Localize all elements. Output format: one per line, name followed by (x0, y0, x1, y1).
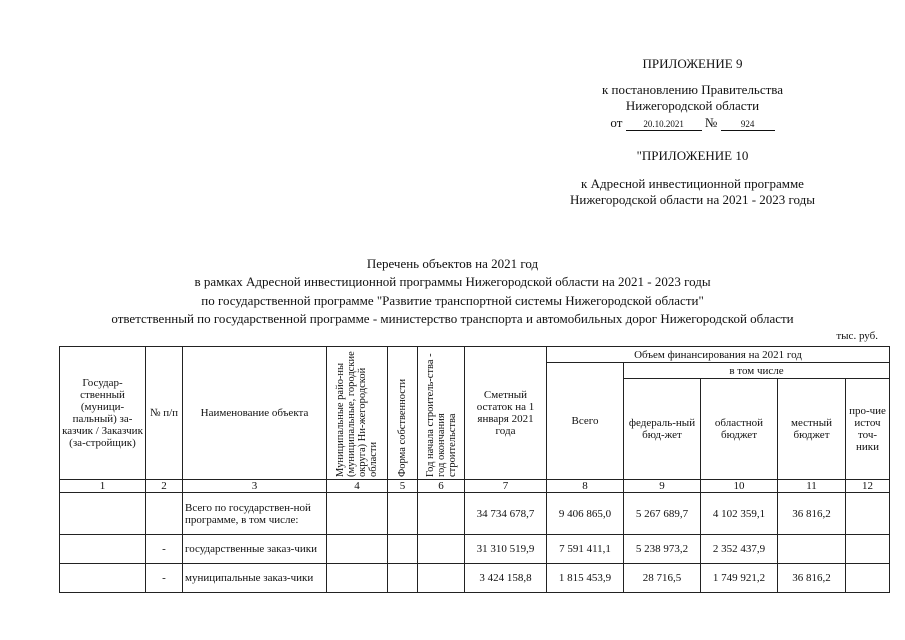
header-financing: Объем финансирования на 2021 год (547, 347, 890, 363)
cell-num: - (146, 564, 183, 593)
col-number: 2 (146, 480, 183, 493)
cell-customer (60, 564, 146, 593)
cell-districts (327, 493, 388, 535)
region-line: Нижегородской области (625, 98, 760, 113)
number-label: № (704, 115, 718, 130)
cell-total: 9 406 865,0 (547, 493, 624, 535)
cell-other (846, 564, 890, 593)
cell-local: 36 816,2 (778, 493, 846, 535)
program-line-1: к Адресной инвестиционной программе (581, 176, 804, 191)
cell-ownership (388, 564, 418, 593)
objects-table (59, 346, 890, 593)
header-federal: федераль-ный бюд-жет (624, 379, 701, 480)
unit-label: тыс. руб. (836, 330, 878, 342)
table-row (60, 493, 890, 535)
column-numbers-row (60, 480, 890, 493)
list-title-line-2: в рамках Адресной инвестиционной программы Нижегородской области на 2021 - 2023 годы (194, 274, 711, 289)
cell-years (418, 564, 465, 593)
cell-name: муниципальные заказ-чики (183, 564, 327, 593)
col-number: 7 (465, 480, 547, 493)
header-total: Всего (547, 363, 624, 480)
list-title-line-3: по государственной программе "Развитие транспортной системы Нижегородской области" (201, 293, 704, 308)
decree-number: 924 (721, 118, 775, 131)
cell-balance: 31 310 519,9 (465, 535, 547, 564)
header-including: в том числе (624, 363, 890, 379)
header-regional: областной бюджет (701, 379, 778, 480)
col-number: 8 (547, 480, 624, 493)
cell-districts (327, 564, 388, 593)
cell-federal: 5 238 973,2 (624, 535, 701, 564)
appendix-label: ПРИЛОЖЕНИЕ 9 (642, 56, 743, 71)
header-years: Год начала строитель-ства - год окончания строительства (418, 347, 465, 480)
header-num: № п/п (146, 347, 183, 480)
cell-federal: 5 267 689,7 (624, 493, 701, 535)
col-number: 6 (418, 480, 465, 493)
cell-districts (327, 535, 388, 564)
appendix10-label: "ПРИЛОЖЕНИЕ 10 (636, 148, 749, 163)
cell-balance: 34 734 678,7 (465, 493, 547, 535)
cell-regional: 4 102 359,1 (701, 493, 778, 535)
table-row (60, 535, 890, 564)
cell-customer (60, 493, 146, 535)
from-label: от (610, 115, 623, 130)
cell-other (846, 535, 890, 564)
cell-num: - (146, 535, 183, 564)
cell-name: государственные заказ-чики (183, 535, 327, 564)
table-row (60, 564, 890, 593)
col-number: 1 (60, 480, 146, 493)
decree-date: 20.10.2021 (626, 118, 702, 131)
header-name: Наименование объекта (183, 347, 327, 480)
header-balance: Сметный остаток на 1 января 2021 года (465, 347, 547, 480)
cell-total: 1 815 453,9 (547, 564, 624, 593)
cell-regional: 1 749 921,2 (701, 564, 778, 593)
header-ownership: Форма собственности (388, 347, 418, 480)
program-line-2: Нижегородской области на 2021 - 2023 годы (569, 192, 816, 207)
col-number: 11 (778, 480, 846, 493)
col-number: 9 (624, 480, 701, 493)
cell-regional: 2 352 437,9 (701, 535, 778, 564)
col-number: 4 (327, 480, 388, 493)
col-number: 3 (183, 480, 327, 493)
cell-other (846, 493, 890, 535)
cell-years (418, 493, 465, 535)
decree-line: к постановлению Правительства (601, 82, 784, 97)
col-number: 10 (701, 480, 778, 493)
col-number: 12 (846, 480, 890, 493)
list-title-line-4: ответственный по государственной программе - министерство транспорта и автомобильных дорог Нижегородской области (111, 311, 794, 326)
list-title-line-1: Перечень объектов на 2021 год (366, 256, 539, 271)
cell-federal: 28 716,5 (624, 564, 701, 593)
cell-name: Всего по государствен-ной программе, в том числе: (183, 493, 327, 535)
cell-local: 36 816,2 (778, 564, 846, 593)
cell-total: 7 591 411,1 (547, 535, 624, 564)
cell-ownership (388, 493, 418, 535)
header-districts: Муниципальные райо-ны (муниципальные, городские округа) Ни-жегородской области (327, 347, 388, 480)
header-customer: Государ-ственный (муници-пальный) за-казчик / Заказчик (за-стройщик) (60, 347, 146, 480)
cell-years (418, 535, 465, 564)
cell-num (146, 493, 183, 535)
header-other: про-чие источ точ-ники (846, 379, 890, 480)
cell-ownership (388, 535, 418, 564)
cell-local (778, 535, 846, 564)
header-local: местный бюджет (778, 379, 846, 480)
col-number: 5 (388, 480, 418, 493)
decree-date-line (560, 115, 825, 131)
cell-customer (60, 535, 146, 564)
cell-balance: 3 424 158,8 (465, 564, 547, 593)
